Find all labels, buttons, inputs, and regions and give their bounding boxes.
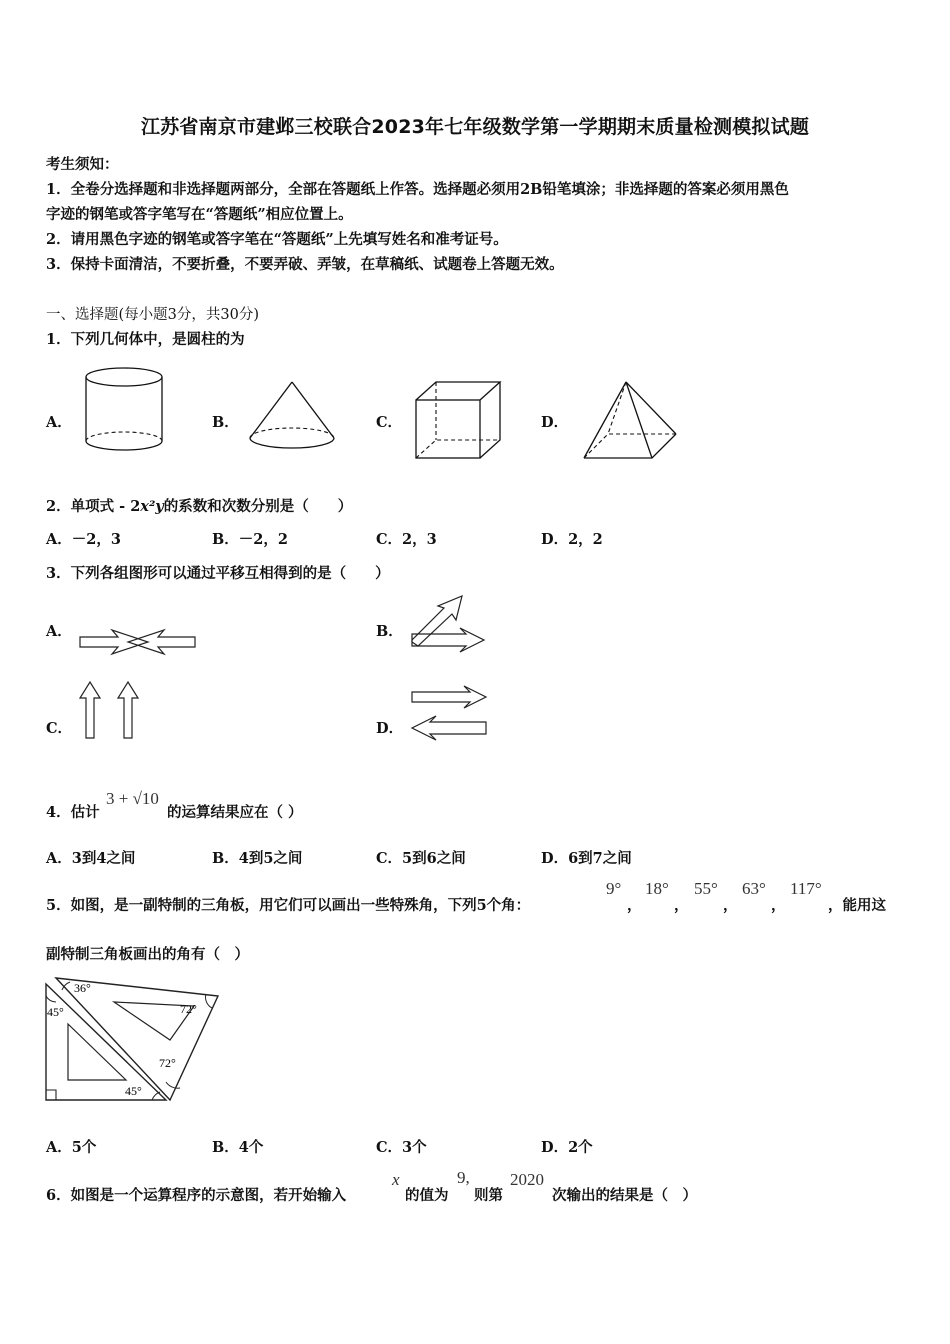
q2-stem [46, 495, 352, 516]
notice-item-3: 3．保持卡面清洁，不要折叠，不要弄破、弄皱，在草稿纸、试题卷上答题无效。 [46, 256, 564, 273]
q3-option-a[interactable]: A． [46, 623, 72, 640]
q6-stem-prefix: 6．如图是一个运算程序的示意图，若开始输入 [46, 1187, 347, 1204]
q5-option-c[interactable]: C．3个 [376, 1139, 427, 1156]
q5-angle-4: 63° [742, 879, 766, 898]
cube-figure [414, 380, 504, 462]
q5-angle-5: 117° [790, 879, 822, 898]
q5-option-b[interactable]: B．4个 [212, 1139, 264, 1156]
notice-item-2: 2．请用黑色字迹的钢笔或答字笔在“答题纸”上先填写姓名和准考证号。 [46, 231, 508, 248]
q2-stem-prefix: 2．单项式 - 2 [46, 498, 141, 515]
cone-figure [248, 380, 338, 460]
q6-stem-then: 则第 [474, 1187, 503, 1204]
notice-item-1-line-2: 字迹的钢笔或答字笔写在“答题纸”相应位置上。 [46, 206, 353, 223]
q2-stem-suffix: 的系数和次数分别是（ ） [163, 498, 353, 515]
set-square-label-72-bottom: 72° [159, 1056, 176, 1070]
q3a-arrows-figure [78, 628, 198, 658]
q6-stem-suffix: 次输出的结果是（ ） [552, 1187, 697, 1204]
q2-option-a[interactable]: A．－2，3 [46, 531, 121, 548]
q5-option-d[interactable]: D．2个 [541, 1139, 593, 1156]
q5-separator-4: ， [771, 897, 786, 914]
q5-separator-2: ， [674, 897, 689, 914]
q3-option-b[interactable]: B． [376, 623, 403, 640]
set-square-label-45-bottom: 45° [125, 1084, 142, 1098]
q2-option-b[interactable]: B．－2，2 [212, 531, 288, 548]
q3b-arrows-figure [408, 594, 488, 654]
cylinder-figure [84, 366, 168, 460]
q3-stem: 3．下列各组图形可以通过平移互相得到的是（ ） [46, 565, 390, 582]
q5-stem-line-2: 副特制三角板画出的角有（ ） [46, 946, 249, 963]
q5-separator-3: ， [723, 897, 738, 914]
q3d-arrows-figure [408, 684, 490, 744]
q1-option-a[interactable]: A． [46, 414, 72, 431]
q6-value: 9, [457, 1168, 470, 1187]
notice-item-1-line-1: 1．全卷分选择题和非选择题两部分，全部在答题纸上作答。选择题必须用2B铅笔填涂；非选择题的答案必须用黑色 [46, 181, 789, 198]
section-heading: 一、选择题(每小题3分，共30分) [46, 307, 259, 323]
q3-option-c[interactable]: C． [46, 720, 73, 737]
page-title: 江苏省南京市建邺三校联合2023年七年级数学第一学期期末质量检测模拟试题 [140, 116, 810, 138]
set-square-label-45-left: 45° [47, 1005, 64, 1019]
pyramid-figure [582, 380, 680, 462]
q4-option-b[interactable]: B．4到5之间 [212, 850, 303, 867]
set-square-label-36: 36° [74, 981, 91, 995]
q1-option-d[interactable]: D． [541, 414, 569, 431]
q6-count: 2020 [510, 1170, 544, 1189]
q1-stem: 1．下列几何体中，是圆柱的为 [46, 331, 245, 348]
q4-option-d[interactable]: D．6到7之间 [541, 850, 632, 867]
q4-stem-prefix: 4．估计 [46, 804, 100, 821]
q5-separator-1: ， [627, 897, 642, 914]
set-square-figure [44, 976, 224, 1104]
q5-angle-3: 55° [694, 879, 718, 898]
q4-option-a[interactable]: A．3到4之间 [46, 850, 136, 867]
q4-stem-suffix: 的运算结果应在（ ） [167, 804, 303, 821]
q5-angle-2: 18° [645, 879, 669, 898]
q3c-arrows-figure [78, 680, 148, 740]
q4-expression: 3 + √10 [106, 789, 159, 808]
q5-stem-tail: ，能用这 [828, 897, 886, 914]
q2-option-d[interactable]: D．2，2 [541, 531, 603, 548]
q1-option-c[interactable]: C． [376, 414, 403, 431]
q2-expression: x²y [140, 498, 164, 515]
q5-option-a[interactable]: A．5个 [46, 1139, 97, 1156]
q5-stem-line-1: 5．如图，是一副特制的三角板，用它们可以画出一些特殊角，下列5个角： [46, 897, 531, 914]
q2-option-c[interactable]: C．2，3 [376, 531, 437, 548]
q6-variable: x [392, 1170, 400, 1189]
q3-option-d[interactable]: D． [376, 720, 404, 737]
q1-option-b[interactable]: B． [212, 414, 239, 431]
q5-angle-1: 9° [606, 879, 622, 898]
q6-stem-mid: 的值为 [405, 1187, 449, 1204]
q4-option-c[interactable]: C．5到6之间 [376, 850, 466, 867]
set-square-label-72-top: 72° [180, 1002, 197, 1016]
notice-heading: 考生须知： [46, 156, 119, 173]
